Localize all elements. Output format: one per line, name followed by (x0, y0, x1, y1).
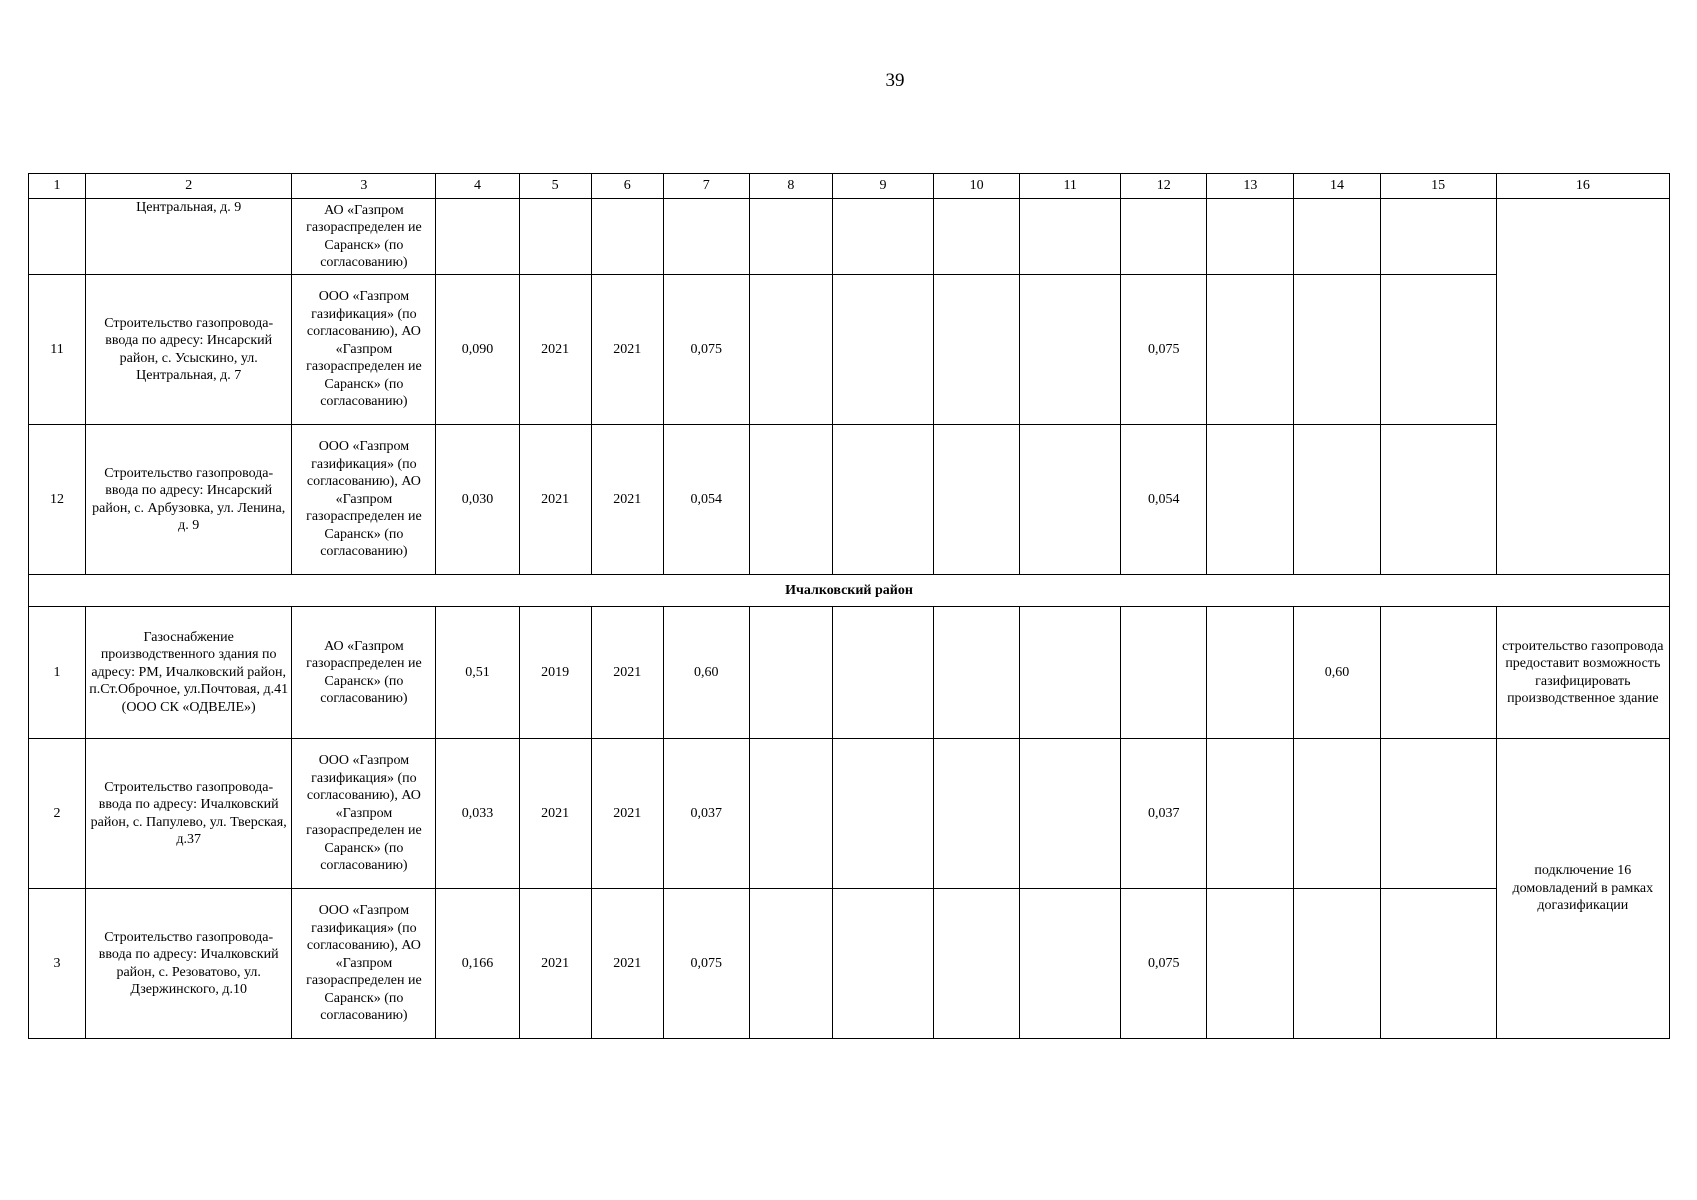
cell-end-year: 2021 (591, 607, 663, 739)
header-cell: 6 (591, 174, 663, 199)
cell-empty (832, 739, 933, 889)
cell-empty (1207, 739, 1294, 889)
cell-empty (1207, 199, 1294, 275)
header-cell: 12 (1121, 174, 1207, 199)
cell-index: 2 (29, 739, 86, 889)
cell-description: Центральная, д. 9 (86, 199, 292, 275)
cell-empty (1020, 739, 1121, 889)
table-row (29, 199, 1670, 275)
cell-empty (749, 607, 832, 739)
cell-executor: ООО «Газпром газификация» (по согласованию), АО «Газпром газораспределен ие Саранск» (по согласованию) (292, 739, 436, 889)
cell-empty (832, 607, 933, 739)
cell-empty (832, 889, 933, 1039)
cell-note-empty (1496, 199, 1669, 575)
cell-start-year: 2021 (519, 425, 591, 575)
cell-length: 0,033 (436, 739, 519, 889)
cell-empty (1020, 425, 1121, 575)
cell-col12: 0,054 (1121, 425, 1207, 575)
cell-end-year: 2021 (591, 889, 663, 1039)
cell-col14 (1294, 199, 1380, 275)
cell-col14: 0,60 (1294, 607, 1380, 739)
cell-start-year (519, 199, 591, 275)
cell-end-year (591, 199, 663, 275)
cell-empty (1020, 199, 1121, 275)
table-row (29, 739, 1670, 889)
table-row (29, 275, 1670, 425)
cell-empty (1020, 889, 1121, 1039)
cell-empty (1207, 607, 1294, 739)
cell-total: 0,054 (663, 425, 749, 575)
header-cell: 4 (436, 174, 519, 199)
cell-index: 1 (29, 607, 86, 739)
cell-empty (749, 275, 832, 425)
cell-empty (1380, 889, 1496, 1039)
cell-empty (749, 889, 832, 1039)
cell-description: Строительство газопровода-ввода по адресу: Инсарский район, с. Усыскино, ул. Центральная, д. 7 (86, 275, 292, 425)
cell-empty (1207, 889, 1294, 1039)
cell-end-year: 2021 (591, 425, 663, 575)
cell-empty (1020, 275, 1121, 425)
cell-end-year: 2021 (591, 739, 663, 889)
cell-index: 12 (29, 425, 86, 575)
cell-col14 (1294, 739, 1380, 889)
cell-empty (934, 889, 1020, 1039)
header-cell: 11 (1020, 174, 1121, 199)
cell-empty (832, 275, 933, 425)
cell-total: 0,075 (663, 275, 749, 425)
table-row (29, 607, 1670, 739)
cell-empty (749, 199, 832, 275)
section-title: Ичалковский район (29, 575, 1670, 607)
cell-empty (934, 275, 1020, 425)
cell-col12: 0,075 (1121, 275, 1207, 425)
cell-index (29, 199, 86, 275)
header-row (29, 174, 1670, 199)
cell-col12: 0,037 (1121, 739, 1207, 889)
header-cell: 14 (1294, 174, 1380, 199)
cell-empty (1207, 425, 1294, 575)
cell-empty (1207, 275, 1294, 425)
cell-empty (934, 607, 1020, 739)
cell-total (663, 199, 749, 275)
cell-description: Строительство газопровода-ввода по адресу: Инсарский район, с. Арбузовка, ул. Ленина, д. 9 (86, 425, 292, 575)
cell-total: 0,075 (663, 889, 749, 1039)
cell-total: 0,037 (663, 739, 749, 889)
cell-executor: АО «Газпром газораспределен ие Саранск» (по согласованию) (292, 199, 436, 275)
cell-executor: ООО «Газпром газификация» (по согласованию), АО «Газпром газораспределен ие Саранск» (по согласованию) (292, 889, 436, 1039)
cell-note: подключение 16 домовладений в рамках догазификации (1496, 739, 1669, 1039)
header-cell: 10 (934, 174, 1020, 199)
table-row (29, 425, 1670, 575)
cell-length (436, 199, 519, 275)
cell-start-year: 2021 (519, 739, 591, 889)
cell-executor: АО «Газпром газораспределен ие Саранск» (по согласованию) (292, 607, 436, 739)
cell-length: 0,090 (436, 275, 519, 425)
cell-empty (934, 739, 1020, 889)
cell-length: 0,166 (436, 889, 519, 1039)
cell-empty (1380, 199, 1496, 275)
cell-col14 (1294, 889, 1380, 1039)
gas-pipeline-table (28, 173, 1670, 1039)
header-cell: 16 (1496, 174, 1669, 199)
cell-index: 11 (29, 275, 86, 425)
header-cell: 5 (519, 174, 591, 199)
header-cell: 2 (86, 174, 292, 199)
cell-length: 0,51 (436, 607, 519, 739)
cell-empty (749, 425, 832, 575)
cell-empty (1380, 739, 1496, 889)
cell-empty (1020, 607, 1121, 739)
section-row (29, 575, 1670, 607)
cell-col14 (1294, 425, 1380, 575)
cell-index: 3 (29, 889, 86, 1039)
cell-empty (1380, 425, 1496, 575)
cell-empty (1380, 607, 1496, 739)
header-cell: 9 (832, 174, 933, 199)
cell-empty (832, 425, 933, 575)
cell-start-year: 2021 (519, 275, 591, 425)
cell-col12 (1121, 199, 1207, 275)
page-number: 39 (885, 70, 905, 91)
cell-description: Строительство газопровода-ввода по адресу: Ичалковский район, с. Папулево, ул. Тверская, д.37 (86, 739, 292, 889)
cell-col12: 0,075 (1121, 889, 1207, 1039)
cell-executor: ООО «Газпром газификация» (по согласованию), АО «Газпром газораспределен ие Саранск» (по согласованию) (292, 275, 436, 425)
cell-start-year: 2021 (519, 889, 591, 1039)
cell-end-year: 2021 (591, 275, 663, 425)
cell-note: строительство газопровода предоставит возможность газифицировать производственное здание (1496, 607, 1669, 739)
cell-length: 0,030 (436, 425, 519, 575)
cell-empty (934, 199, 1020, 275)
cell-description: Строительство газопровода-ввода по адресу: Ичалковский район, с. Резоватово, ул. Дзержинского, д.10 (86, 889, 292, 1039)
cell-description: Газоснабжение производственного здания по адресу: РМ, Ичалковский район, п.Ст.Оброчное, ул.Почтовая, д.41 (ООО СК «ОДВЕЛЕ») (86, 607, 292, 739)
header-cell: 3 (292, 174, 436, 199)
cell-empty (934, 425, 1020, 575)
cell-empty (832, 199, 933, 275)
header-cell: 7 (663, 174, 749, 199)
cell-col14 (1294, 275, 1380, 425)
cell-col12 (1121, 607, 1207, 739)
cell-executor: ООО «Газпром газификация» (по согласованию), АО «Газпром газораспределен ие Саранск» (по согласованию) (292, 425, 436, 575)
cell-empty (1380, 275, 1496, 425)
header-cell: 8 (749, 174, 832, 199)
header-cell: 15 (1380, 174, 1496, 199)
cell-start-year: 2019 (519, 607, 591, 739)
table-row (29, 889, 1670, 1039)
cell-total: 0,60 (663, 607, 749, 739)
header-cell: 13 (1207, 174, 1294, 199)
cell-empty (749, 739, 832, 889)
header-cell: 1 (29, 174, 86, 199)
